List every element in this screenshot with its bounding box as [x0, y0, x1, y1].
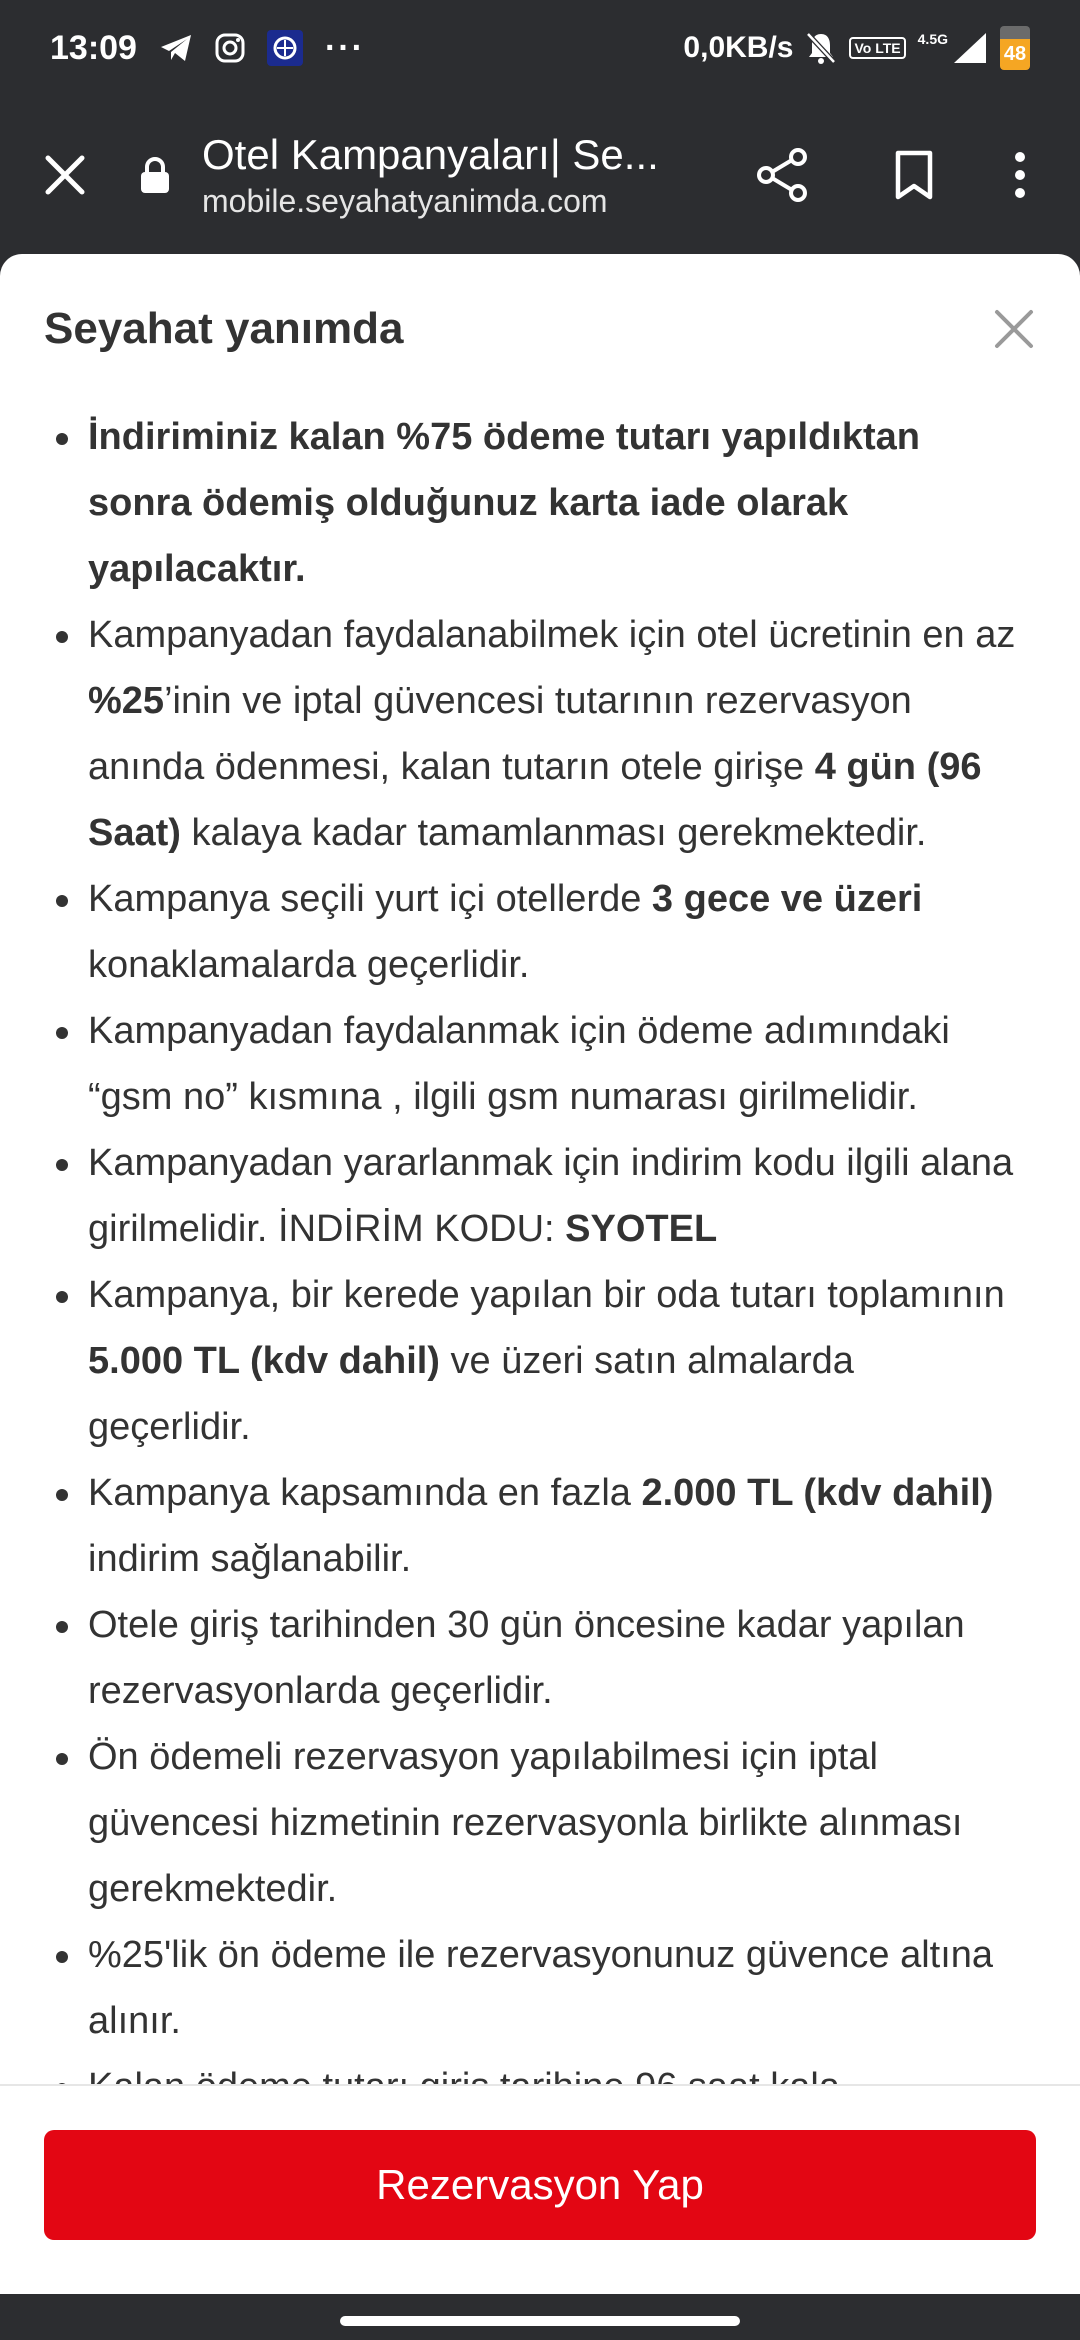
term-text: Ön ödemeli rezervasyon yapılabilmesi için iptal güvencesi hizmetinin rezervasyonla birlikte alınması gerekmektedir. [88, 1736, 963, 1910]
bookmark-icon [894, 150, 934, 200]
app-notification-icon [267, 30, 303, 66]
term-item [88, 1724, 1024, 1922]
status-time: 13:09 [50, 28, 137, 67]
term-emphasis: SYOTEL [565, 1208, 718, 1250]
more-notifications-icon: ··· [324, 28, 365, 67]
term-item [88, 602, 1024, 866]
battery-icon [1000, 26, 1030, 70]
network-speed: 0,0KB/s [683, 31, 794, 64]
more-options-button[interactable] [980, 115, 1060, 235]
page-host: mobile.seyahatyanimda.com [202, 182, 608, 219]
term-item [88, 1592, 1024, 1724]
term-text: Kampanya seçili yurt içi otellerde [88, 878, 652, 920]
lock-icon[interactable] [130, 156, 180, 194]
sheet-title: Seyahat yanımda [44, 304, 404, 353]
mute-bell-icon [805, 31, 837, 65]
term-text: kalaya kadar tamamlanması gerekmektedir. [180, 812, 927, 854]
term-emphasis: %25 [88, 680, 165, 722]
campaign-sheet [0, 254, 1080, 2294]
terms-list [0, 404, 1080, 2120]
page-title: Otel Kampanyaları| Se... [202, 130, 659, 178]
term-text: Kampanya, bir kerede yapılan bir oda tutarı toplamının [88, 1274, 1005, 1316]
term-emphasis: 5.000 TL (kdv dahil) [88, 1340, 440, 1382]
term-item [88, 1922, 1024, 2054]
term-text: ’inin ve iptal güvencesi tutarının rezervasyon anında ödenmesi, kalan tutarın otele girişe [88, 680, 912, 788]
terms-content[interactable] [0, 404, 1080, 2084]
term-emphasis: 3 gece ve üzeri [651, 878, 923, 920]
share-icon [754, 147, 810, 203]
bookmark-button[interactable] [848, 115, 980, 235]
term-text: Kampanya kapsamında en fazla [88, 1472, 642, 1514]
signal-icon [952, 31, 988, 65]
term-text: ve üzeri satın almalarda geçerlidir. [88, 1340, 854, 1448]
term-text: Kampanyadan faydalanabilmek için otel ücretinin en az [88, 614, 1016, 656]
term-item [88, 1460, 1024, 1592]
close-tab-button[interactable] [0, 96, 130, 254]
term-text: konaklamalarda geçerlidir. [88, 944, 530, 986]
battery-level: 48 [1003, 43, 1027, 65]
term-text: indirim sağlanabilir. [88, 1538, 412, 1580]
term-item [88, 404, 1024, 602]
gesture-nav-bar [0, 2294, 1080, 2340]
term-emphasis: 2.000 TL (kdv dahil) [641, 1472, 994, 1514]
make-reservation-button[interactable]: Rezervasyon Yap [44, 2130, 1036, 2240]
close-icon [994, 309, 1034, 349]
term-item [88, 1130, 1024, 1262]
term-item [88, 1262, 1024, 1460]
custom-tab-toolbar [0, 96, 1080, 254]
url-text-area[interactable] [202, 131, 716, 220]
instagram-icon [215, 33, 245, 63]
volte-badge: Vo LTE [849, 37, 905, 59]
term-text: Kampanyadan yararlanmak için indirim kodu ilgili alana girilmelidir. İNDİRİM KODU: [88, 1142, 1014, 1250]
term-emphasis: İndiriminiz kalan %75 ödeme tutarı yapıldıktan sonra ödemiş olduğunuz karta iade olarak yapılacaktır. [88, 416, 920, 590]
term-text: Otele giriş tarihinden 30 gün öncesine kadar yapılan rezervasyonlarda geçerlidir. [88, 1604, 965, 1712]
network-type: 4.5G [917, 31, 948, 47]
sheet-close-button[interactable] [984, 299, 1044, 359]
term-text: Kampanyadan faydalanmak için ödeme adımındaki “gsm no” kısmına , ilgili gsm numarası girilmelidir. [88, 1010, 950, 1118]
close-icon [44, 154, 86, 196]
sheet-footer [0, 2084, 1080, 2294]
term-item [88, 998, 1024, 1130]
more-vert-icon [1013, 151, 1027, 199]
term-emphasis: 4 gün (96 Saat) [88, 746, 982, 854]
share-button[interactable] [716, 115, 848, 235]
term-item [88, 866, 1024, 998]
status-bar [0, 0, 1080, 96]
home-handle[interactable] [340, 2316, 740, 2326]
term-text: %25'lik ön ödeme ile rezervasyonunuz güvence altına alınır. [88, 1934, 994, 2042]
sheet-header [0, 254, 1080, 404]
telegram-icon [159, 33, 193, 63]
